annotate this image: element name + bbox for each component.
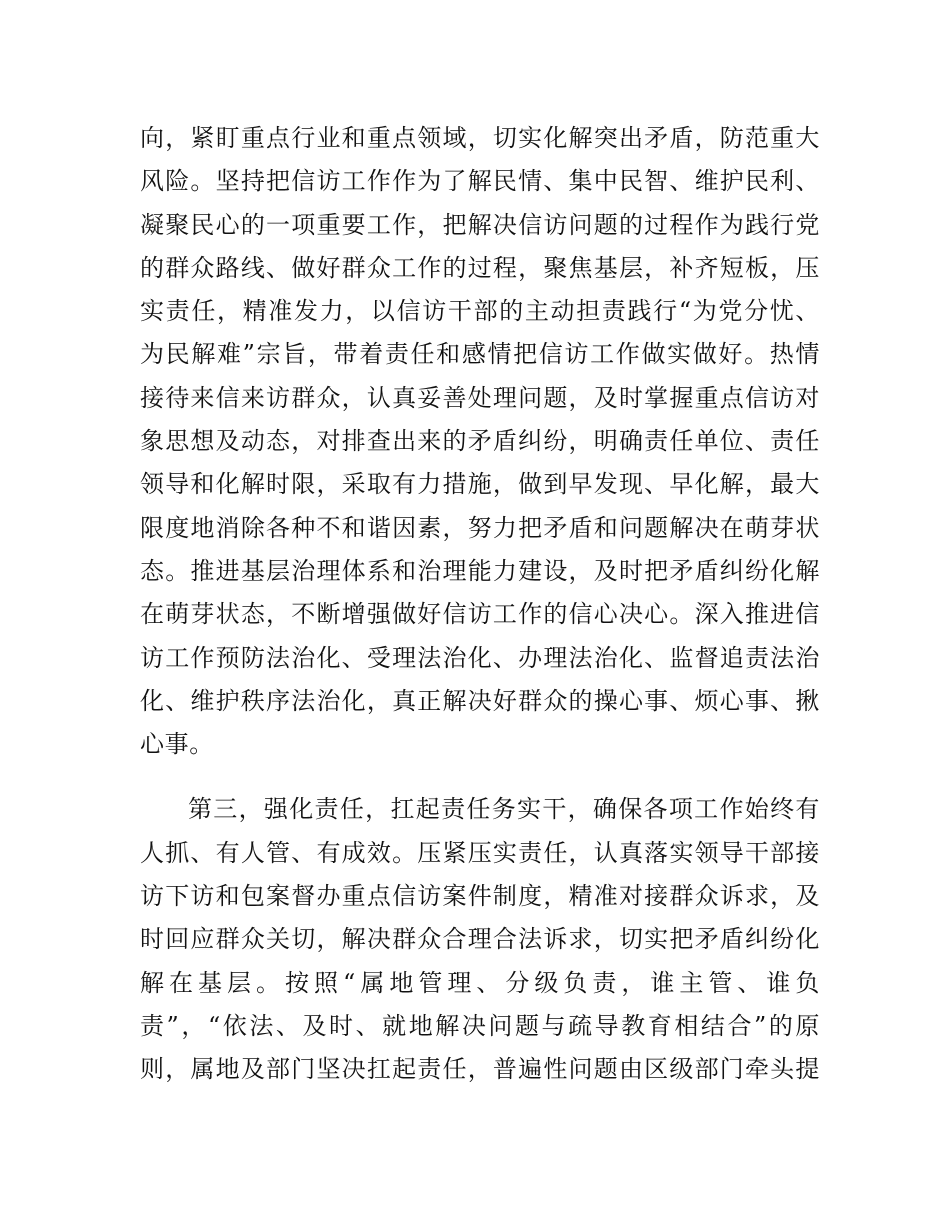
text-line: 为民解难”宗旨，带着责任和感情把信访工作做实做好。热情 <box>140 340 820 369</box>
text-line: 接待来信来访群众，认真妥善处理问题，及时掌握重点信访对 <box>140 383 820 412</box>
text-line: 访下访和包案督办重点信访案件制度，精准对接群众诉求，及 <box>140 882 820 911</box>
text-line: 实责任，精准发力，以信访干部的主动担责践行“为党分忧、 <box>140 297 820 326</box>
text-line: 态。推进基层治理体系和治理能力建设，及时把矛盾纠纷化解 <box>140 556 820 585</box>
paragraph-gap <box>140 766 820 788</box>
text-line: 化、维护秩序法治化，真正解决好群众的操心事、烦心事、揪 <box>140 686 820 715</box>
text-line: 第三，强化责任，扛起责任务实干，确保各项工作始终有 <box>188 795 820 824</box>
text-line: 则，属地及部门坚决扛起责任，普遍性问题由区级部门牵头提 <box>140 1055 820 1084</box>
text-line: 心事。 <box>140 730 214 759</box>
text-line: 凝聚民心的一项重要工作，把解决信访问题的过程作为践行党 <box>140 210 820 239</box>
body-text <box>140 117 820 1092</box>
text-line: 限度地消除各种不和谐因素，努力把矛盾和问题解决在萌芽状 <box>140 513 820 542</box>
text-line: 风险。坚持把信访工作作为了解民情、集中民智、维护民利、 <box>140 167 820 196</box>
text-line: 解在基层。按照“属地管理、分级负责，谁主管、谁负 <box>140 968 820 997</box>
text-line: 向，紧盯重点行业和重点领域，切实化解突出矛盾，防范重大 <box>140 124 820 152</box>
text-line: 访工作预防法治化、受理法治化、办理法治化、监督追责法治 <box>140 643 820 672</box>
text-line: 领导和化解时限，采取有力措施，做到早发现、早化解，最大 <box>140 470 820 499</box>
text-line: 在萌芽状态，不断增强做好信访工作的信心决心。深入推进信 <box>140 600 820 629</box>
text-line: 人抓、有人管、有成效。压紧压实责任，认真落实领导干部接 <box>140 838 820 867</box>
paragraph-2 <box>140 788 820 1091</box>
text-line: 时回应群众关切，解决群众合理合法诉求，切实把矛盾纠纷化 <box>140 925 820 954</box>
text-line: 象思想及动态，对排查出来的矛盾纠纷，明确责任单位、责任 <box>140 427 820 456</box>
text-line: 的群众路线、做好群众工作的过程，聚焦基层，补齐短板，压 <box>140 253 820 282</box>
paragraph-1 <box>140 117 820 766</box>
text-line: 责”，“依法、及时、就地解决问题与疏导教育相结合”的原 <box>140 1011 820 1040</box>
